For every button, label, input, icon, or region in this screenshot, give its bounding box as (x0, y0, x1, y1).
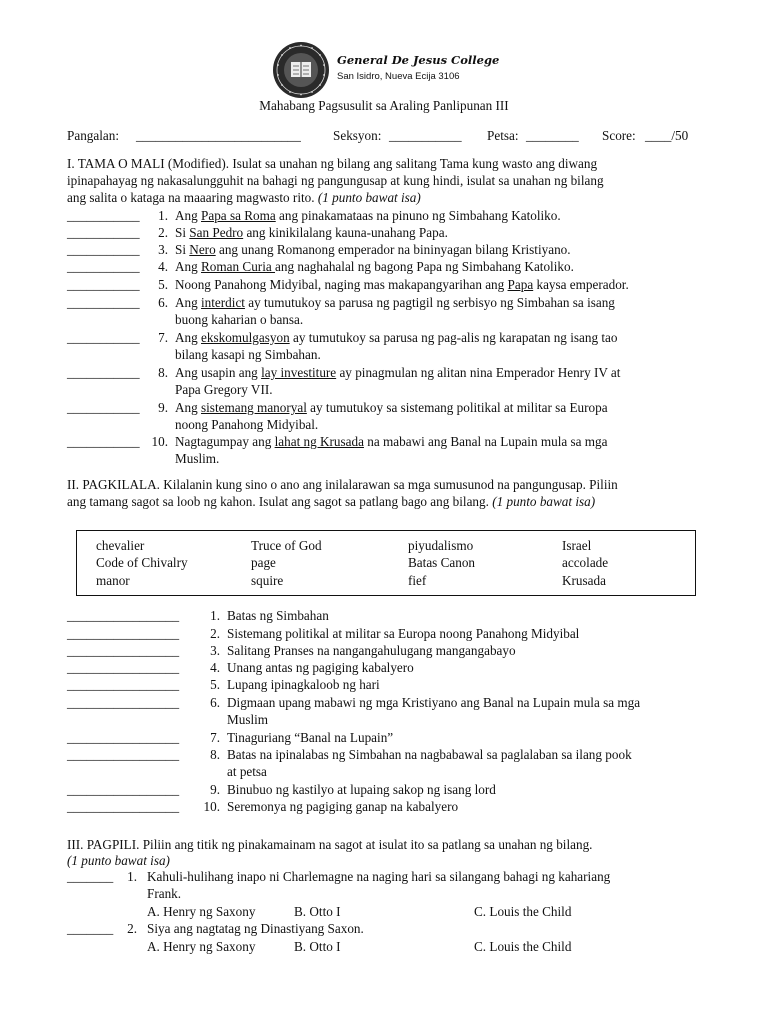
school-name: General De Jesus College (337, 53, 500, 67)
date-field[interactable]: ________ (526, 128, 579, 143)
item-number: 10. (203, 799, 220, 814)
answer-blank[interactable]: ___________ (67, 208, 140, 223)
choice-b[interactable]: B. Otto I (294, 904, 341, 919)
word-bank-term: page (251, 555, 276, 570)
item-text-pre: Nagtagumpay ang (175, 434, 275, 449)
item-number: 10. (151, 434, 168, 449)
item-text-continued: buong kaharian o bansa. (175, 312, 304, 327)
word-bank-term: Code of Chivalry (96, 555, 188, 570)
item-text-pre: Si (175, 225, 190, 240)
item-text (175, 364, 620, 381)
underlined-term: lay investiture (261, 365, 337, 380)
underlined-term: interdict (201, 295, 245, 310)
item-text-continued: at petsa (227, 764, 267, 779)
item-number: 7. (210, 730, 220, 745)
part3-instructions-line1: III. PAGPILI. Piliin ang titik ng pinakamainam na sagot at isulat ito sa patlang sa unahan ng bilang. (67, 837, 593, 852)
item-number: 8. (210, 747, 220, 762)
item-text (175, 329, 617, 346)
name-label: Pangalan: (67, 128, 120, 143)
word-bank-term: manor (96, 573, 130, 588)
answer-blank[interactable]: _________________ (67, 608, 180, 623)
item-text-post: na mabawi ang Banal na Lupain mula sa mga (363, 434, 608, 449)
item-text-continued: bilang kasapi ng Simbahan. (175, 347, 321, 362)
item-text: Batas ng Simbahan (227, 608, 329, 623)
item-text: Salitang Pranses na nangangahulugang mangangabayo (227, 643, 516, 658)
part2-instructions-line2: ang tamang sagot sa loob ng kahon. Isulat ang sagot sa patlang bago ang bilang. (1 punto bawat isa) (67, 494, 596, 509)
item-text-post: ay pinagmulan ng alitan nina Emperador Henry IV at (336, 365, 621, 380)
score-label: Score: (602, 128, 636, 143)
item-number: 1. (127, 869, 137, 884)
part1-points: (1 punto bawat isa) (317, 190, 421, 205)
item-text: Binubuo ng kastilyo at lupaing sakop ng isang lord (227, 782, 496, 797)
answer-blank[interactable]: ___________ (67, 277, 140, 292)
section-field[interactable]: ___________ (389, 128, 462, 143)
answer-blank[interactable]: _________________ (67, 626, 180, 641)
word-bank-term: chevalier (96, 538, 145, 553)
underlined-term: sistemang manoryal (201, 400, 307, 415)
answer-blank[interactable]: _______ (67, 869, 114, 884)
answer-blank[interactable]: ___________ (67, 225, 140, 240)
item-text-post: ang kinikilalang kauna-unahang Papa. (243, 225, 448, 240)
item-text-pre: Ang (175, 330, 202, 345)
answer-blank[interactable]: _______ (67, 921, 114, 936)
item-number: 9. (210, 782, 220, 797)
item-text-post: ay tumutukoy sa parusa ng pagtigil ng serbisyo ng Simbahan sa isang (244, 295, 615, 310)
item-number: 6. (210, 695, 220, 710)
underlined-term: lahat ng Krusada (274, 434, 364, 449)
word-bank-term: piyudalismo (408, 538, 474, 553)
part1-instructions-line3: ang salita o kataga na maaaring magwasto rito. (1 punto bawat isa) (67, 190, 421, 205)
underlined-term: San Pedro (189, 225, 244, 240)
item-text-pre: Si (175, 242, 190, 257)
underlined-term: Papa (507, 277, 534, 292)
item-text: Unang antas ng pagiging kabalyero (227, 660, 414, 675)
answer-blank[interactable]: ___________ (67, 242, 140, 257)
item-text: Digmaan upang mabawi ng mga Kristiyano ang Banal na Lupain mula sa mga (227, 695, 641, 710)
answer-blank[interactable]: _________________ (67, 782, 180, 797)
answer-blank[interactable]: ___________ (67, 295, 140, 310)
part1-instructions-line1: I. TAMA O MALI (Modified). Isulat sa unahan ng bilang ang salitang Tama kung wasto ang diwang (67, 156, 598, 171)
exam-title: Mahabang Pagsusulit sa Araling Panlipunan III (259, 98, 509, 113)
item-text-pre: Ang (175, 259, 202, 274)
item-text: Tinaguriang “Banal na Lupain” (227, 730, 394, 745)
answer-blank[interactable]: _________________ (67, 677, 180, 692)
item-text-post: ang naghahalal ng bagong Papa ng Simbahang Katoliko. (275, 259, 574, 274)
item-text-continued: noong Panahong Midyibal. (175, 417, 319, 432)
answer-blank[interactable]: ___________ (67, 259, 140, 274)
item-text-pre: Ang (175, 208, 202, 223)
underlined-term: ekskomulgasyon (201, 330, 290, 345)
word-bank-term: accolade (562, 555, 609, 570)
item-text (175, 294, 615, 311)
name-field[interactable]: _________________________ (136, 128, 301, 143)
item-text (175, 241, 571, 258)
item-text-continued: Frank. (147, 886, 182, 901)
item-text: Sistemang politikal at militar sa Europa noong Panahong Midyibal (227, 626, 580, 641)
item-text (175, 276, 629, 293)
choice-c[interactable]: C. Louis the Child (474, 939, 572, 954)
answer-blank[interactable]: _________________ (67, 643, 180, 658)
item-number: 9. (158, 400, 168, 415)
item-number: 2. (127, 921, 137, 936)
item-number: 4. (158, 259, 168, 274)
part3-points: (1 punto bawat isa) (67, 853, 170, 868)
item-text: Seremonya ng pagiging ganap na kabalyero (227, 799, 459, 814)
item-text-pre: Noong Panahong Midyibal, naging mas makapangyarihan ang (175, 277, 508, 292)
part2-instructions-line1: II. PAGKILALA. Kilalanin kung sino o ano ang inilalarawan sa mga sumusunod na pangungusap. Piliin (67, 477, 618, 492)
answer-blank[interactable]: ___________ (67, 330, 140, 345)
item-text: Siya ang nagtatag ng Dinastiyang Saxon. (147, 921, 364, 936)
underlined-term: Roman Curia (201, 259, 276, 274)
item-number: 2. (158, 225, 168, 240)
choice-c[interactable]: C. Louis the Child (474, 904, 572, 919)
item-text-post: kaysa emperador. (533, 277, 629, 292)
item-text-post: ay tumutukoy sa sistemang politikal at militar sa Europa (306, 400, 608, 415)
answer-blank[interactable]: ___________ (67, 365, 140, 380)
word-bank-term: Truce of God (251, 538, 322, 553)
item-text-continued: Muslim. (175, 451, 220, 466)
item-number: 3. (210, 643, 220, 658)
item-number: 1. (210, 608, 220, 623)
item-text: Batas na ipinalabas ng Simbahan na nagbabawal sa paglalaban sa ilang pook (227, 747, 632, 762)
word-bank-term: squire (251, 573, 284, 588)
item-text (175, 258, 574, 275)
section-label: Seksyon: (333, 128, 382, 143)
item-text: Kahuli-hulihang inapo ni Charlemagne na naging hari sa silangang bahagi ng kahariang (147, 869, 611, 884)
word-bank-term: Krusada (562, 573, 606, 588)
answer-blank[interactable]: ___________ (67, 400, 140, 415)
item-number: 3. (158, 242, 168, 257)
score-field[interactable]: ____/50 (645, 128, 689, 143)
underlined-term: Papa sa Roma (201, 208, 276, 223)
answer-blank[interactable]: _________________ (67, 695, 180, 710)
underlined-term: Nero (189, 242, 216, 257)
item-number: 5. (158, 277, 168, 292)
item-text (175, 207, 561, 224)
item-text-post: ay tumutukoy sa parusa ng pag-alis ng karapatan ng isang tao (289, 330, 618, 345)
choice-a[interactable]: A. Henry ng Saxony (147, 904, 256, 919)
answer-blank[interactable]: _________________ (67, 730, 180, 745)
answer-blank[interactable]: ___________ (67, 434, 140, 449)
answer-blank[interactable]: _________________ (67, 799, 180, 814)
item-text-pre: Ang usapin ang (175, 365, 262, 380)
item-text-post: ang pinakamataas na pinuno ng Simbahang Katoliko. (275, 208, 561, 223)
answer-blank[interactable]: _________________ (67, 747, 180, 762)
item-text-pre: Ang (175, 400, 202, 415)
date-label: Petsa: (487, 128, 519, 143)
item-text (175, 433, 608, 450)
item-number: 1. (158, 208, 168, 223)
word-bank-term: Batas Canon (408, 555, 476, 570)
item-text-continued: Muslim (227, 712, 269, 727)
item-number: 6. (158, 295, 168, 310)
item-text: Lupang ipinagkaloob ng hari (227, 677, 380, 692)
item-number: 8. (158, 365, 168, 380)
word-bank-term: fief (408, 573, 427, 588)
item-number: 7. (158, 330, 168, 345)
choice-a[interactable]: A. Henry ng Saxony (147, 939, 256, 954)
item-number: 4. (210, 660, 220, 675)
item-text-pre: Ang (175, 295, 202, 310)
item-text (175, 399, 608, 416)
item-number: 5. (210, 677, 220, 692)
word-bank-term: Israel (562, 538, 592, 553)
choice-b[interactable]: B. Otto I (294, 939, 341, 954)
part1-instructions-line2: ipinapahayag ng nakasalungguhit na bahagi ng pangungusap at kung hindi, isulat sa unahan ng bilang (67, 173, 604, 188)
item-text-continued: Papa Gregory VII. (175, 382, 273, 397)
answer-blank[interactable]: _________________ (67, 660, 180, 675)
school-seal-icon (272, 41, 330, 99)
item-text-post: ang unang Romanong emperador na bininyagan bilang Kristiyano. (215, 242, 571, 257)
part2-points: (1 punto bawat isa) (492, 494, 596, 509)
school-address: San Isidro, Nueva Ecija 3106 (337, 71, 460, 82)
item-number: 2. (210, 626, 220, 641)
item-text (175, 224, 448, 241)
